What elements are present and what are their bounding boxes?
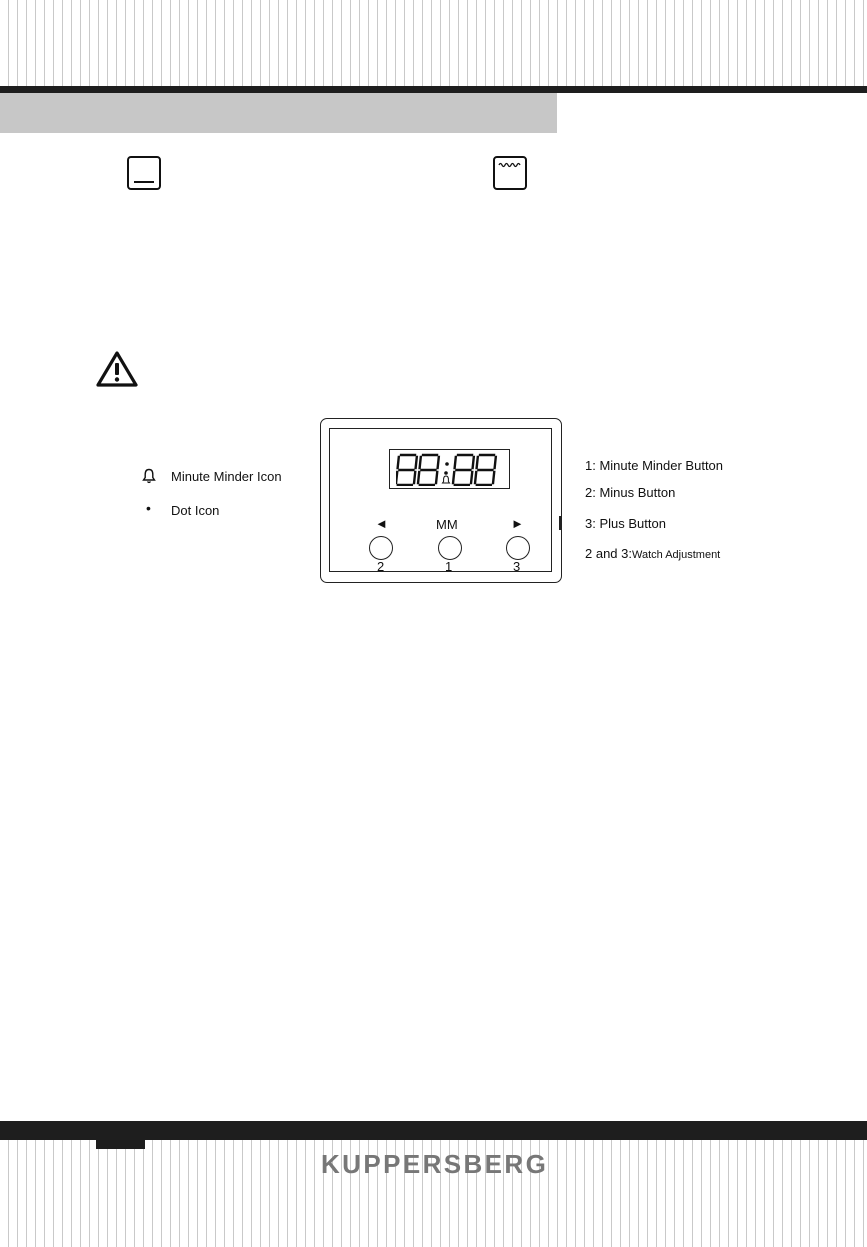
digital-display: [389, 449, 510, 489]
panel-side-tab: [559, 516, 562, 530]
minute-minder-icon-label: Minute Minder Icon: [171, 469, 282, 484]
page-tab-marker: [96, 1140, 145, 1149]
control-panel: [320, 418, 562, 583]
buttons-2-3-prefix: 2 and 3:: [585, 546, 632, 561]
minute-minder-button[interactable]: [438, 536, 462, 560]
brand-logo: KUPPERSBERG: [321, 1149, 549, 1179]
section-header-band: [0, 93, 557, 133]
button-3-description: 3: Plus Button: [585, 516, 666, 531]
minute-minder-button-number: 1: [445, 559, 453, 574]
warning-icon: [95, 350, 139, 388]
dot-icon: •: [146, 500, 151, 516]
display-digits: [396, 453, 504, 486]
bottom-divider-bar: [0, 1121, 867, 1140]
bottom-heating-icon: [127, 156, 161, 190]
bell-icon: [142, 468, 156, 484]
watch-adjustment-label: Watch Adjustment: [632, 549, 721, 561]
button-2-description: 2: Minus Button: [585, 485, 676, 500]
minus-button[interactable]: [369, 536, 393, 560]
right-arrow-icon: ►: [511, 516, 524, 531]
control-panel-face: [329, 428, 552, 572]
buttons-2-3-description: [585, 546, 720, 561]
minus-button-number: 2: [377, 559, 385, 574]
top-heating-icon: [493, 156, 527, 190]
top-stripe-pattern: [0, 0, 867, 86]
plus-button-number: 3: [513, 559, 521, 574]
top-divider-bar: [0, 86, 867, 93]
mm-label: MM: [436, 517, 458, 532]
dot-icon-label: Dot Icon: [171, 503, 220, 518]
left-arrow-icon: ◄: [375, 516, 388, 531]
button-1-description: 1: Minute Minder Button: [585, 458, 724, 473]
plus-button[interactable]: [506, 536, 530, 560]
